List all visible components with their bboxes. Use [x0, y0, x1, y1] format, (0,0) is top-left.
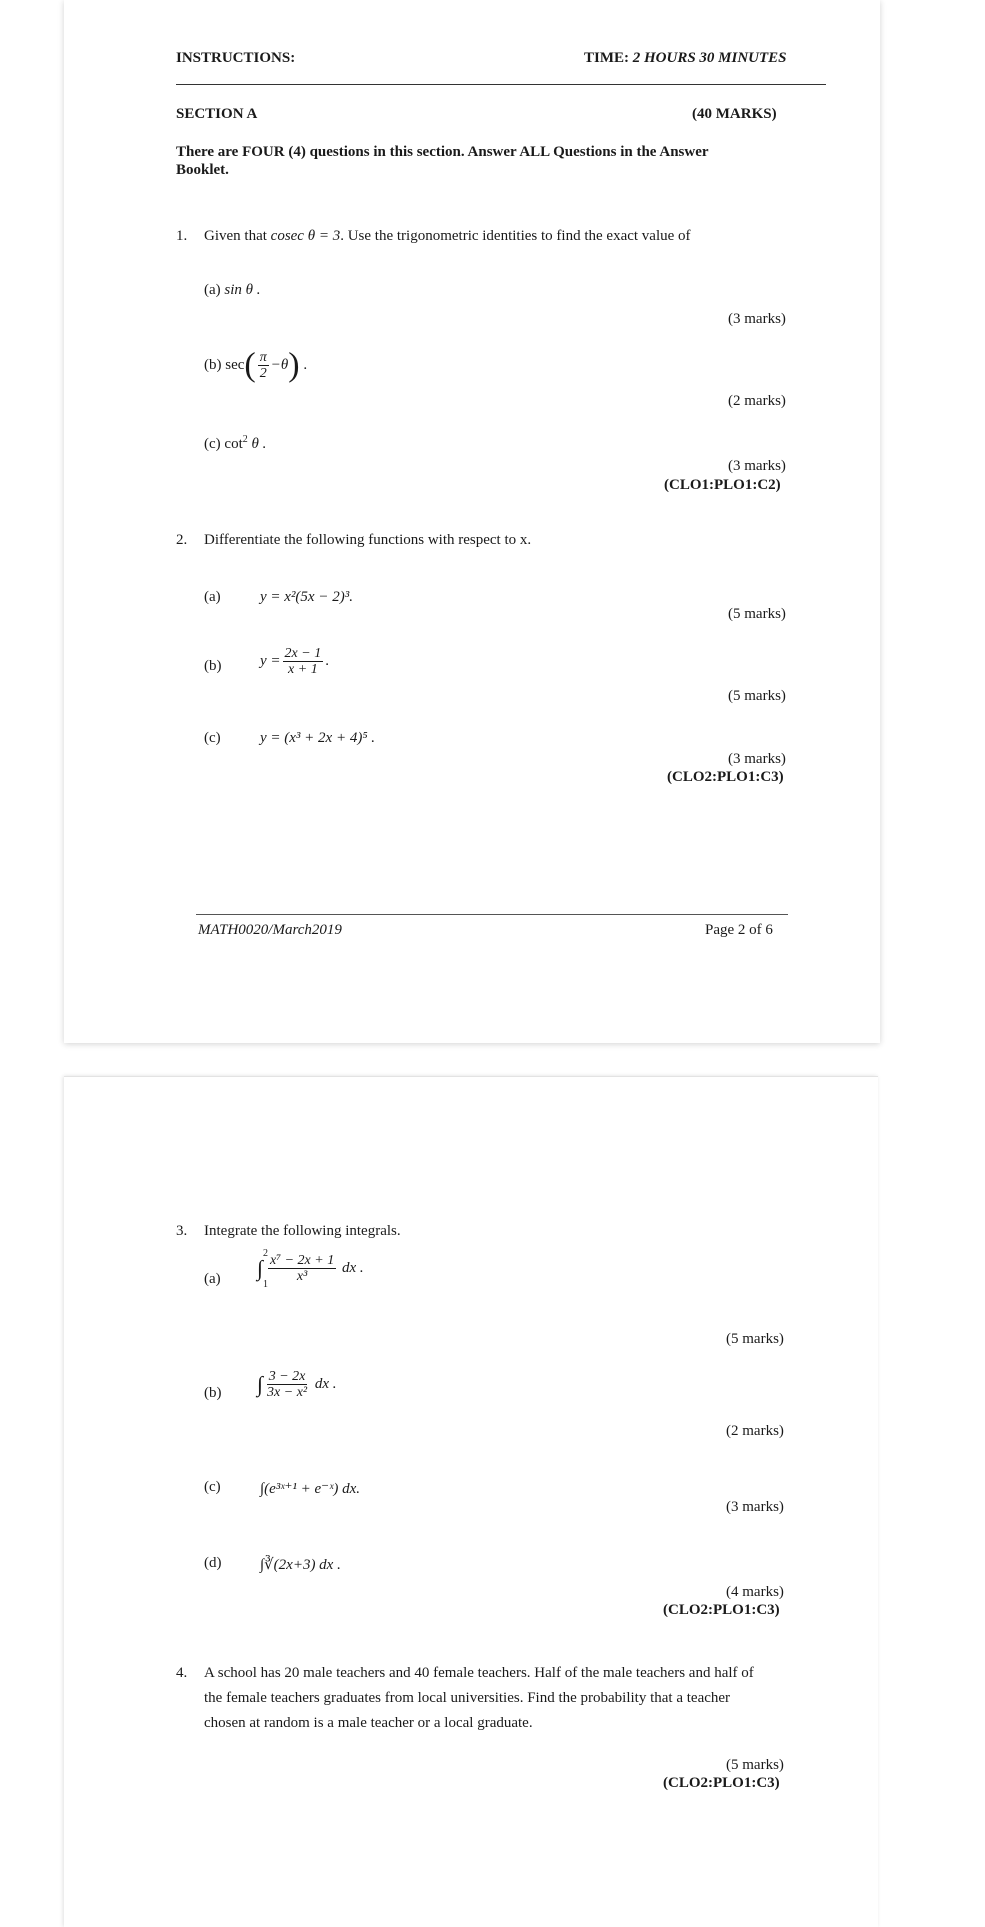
- q1b-den: 2: [259, 366, 267, 381]
- exam-page-2: [64, 0, 880, 1043]
- q3b-label: (b): [204, 1385, 222, 1401]
- q2b-expr: y = $\frac{2x - 1}{x + 1}$ .: [260, 646, 329, 677]
- q1b-func: sec: [225, 356, 245, 373]
- header-divider: [176, 84, 826, 85]
- q2b-label: (b): [204, 658, 222, 674]
- section-title: SECTION A: [176, 106, 258, 122]
- q2b-marks: (5 marks): [728, 688, 786, 704]
- q3d-expr: ∫∛(2x+3) dx .: [260, 1557, 341, 1573]
- q1b: (b) sec( $\frac{\pi}{2}$ −θ) .: [204, 346, 308, 384]
- q4-line2: the female teachers graduates from local universities. Find the probability that a teacher: [204, 1690, 731, 1706]
- q1-stem: [204, 228, 691, 245]
- q1b-label: (b): [204, 356, 222, 373]
- q3b-den: 3x − x²: [267, 1385, 308, 1400]
- time-value: 2 HOURS 30 MINUTES: [632, 50, 787, 66]
- footer-page-number: Page 2 of 6: [705, 922, 773, 938]
- q1a: [204, 282, 261, 299]
- section-marks: (40 MARKS): [692, 106, 777, 122]
- q1c: [204, 434, 266, 453]
- q3a-upper-limit: 2: [263, 1247, 269, 1259]
- q4-line3: chosen at random is a male teacher or a local graduate.: [204, 1715, 533, 1731]
- q1b-tail: −θ: [270, 356, 289, 373]
- q3a-lower-limit: 1: [263, 1278, 269, 1290]
- q1-stem-post: . Use the trigonometric identities to find the exact value of: [340, 228, 691, 244]
- q1-clo: (CLO1:PLO1:C2): [664, 477, 781, 493]
- q4-marks: (5 marks): [726, 1757, 784, 1773]
- time-info: [584, 50, 787, 67]
- q3-clo: (CLO2:PLO1:C3): [663, 1602, 780, 1618]
- q2c-label: (c): [204, 730, 221, 746]
- q3c-expr: ∫(e³ˣ⁺¹ + e⁻ˣ) dx.: [260, 1481, 360, 1497]
- q1c-sup: 2: [242, 434, 248, 445]
- q1a-label: (a): [204, 282, 221, 298]
- q2c-expr: y = (x³ + 2x + 4)⁵ .: [260, 730, 376, 746]
- q2-number: 2.: [176, 532, 188, 548]
- q2b-den: x + 1: [288, 662, 318, 677]
- q1c-tail: θ .: [251, 436, 267, 452]
- q2a-expr: y = x²(5x − 2)³.: [260, 589, 353, 605]
- q2b-fraction: [283, 646, 324, 677]
- q3b-integral-sign: ∫: [257, 1371, 264, 1397]
- q3b-marks: (2 marks): [726, 1423, 784, 1439]
- q3a-expr: [257, 1247, 364, 1290]
- q3a-integral-sign: ∫: [257, 1255, 264, 1281]
- q1b-open-paren: (: [244, 346, 256, 384]
- q3c-label: (c): [204, 1479, 221, 1495]
- q3a-marks: (5 marks): [726, 1331, 784, 1347]
- q1c-marks: (3 marks): [728, 458, 786, 474]
- q3d-label: (d): [204, 1555, 222, 1571]
- q3a-dx: dx .: [341, 1259, 364, 1276]
- q1-stem-pre: Given that: [204, 228, 267, 244]
- q1a-marks: (3 marks): [728, 311, 786, 327]
- q3b-expr: [257, 1369, 337, 1400]
- footer-divider: [196, 914, 788, 915]
- q2b-num: 2x − 1: [284, 646, 322, 661]
- q3a-limits: [263, 1247, 269, 1290]
- q1b-marks: (2 marks): [728, 393, 786, 409]
- q1b-num: π: [259, 350, 267, 365]
- q3a-label: (a): [204, 1271, 221, 1287]
- q4-clo: (CLO2:PLO1:C3): [663, 1775, 780, 1791]
- exam-page-3: [64, 1076, 878, 1927]
- q2-stem: Differentiate the following functions with respect to x.: [204, 532, 532, 548]
- q3b-dx: dx .: [314, 1375, 337, 1392]
- q3c-marks: (3 marks): [726, 1499, 784, 1515]
- q1-given: cosec θ = 3: [270, 228, 341, 244]
- q3d-marks: (4 marks): [726, 1584, 784, 1600]
- q2a-marks: (5 marks): [728, 606, 786, 622]
- q1c-expr: cot: [224, 436, 243, 452]
- q1c-label: (c): [204, 436, 221, 452]
- q4-number: 4.: [176, 1665, 188, 1681]
- q1b-fraction: [258, 350, 269, 381]
- footer-course-code: MATH0020/March2019: [198, 922, 342, 938]
- q1-number: 1.: [176, 228, 188, 244]
- q3b-fraction: [265, 1369, 309, 1400]
- q3-number: 3.: [176, 1223, 188, 1239]
- q2-clo: (CLO2:PLO1:C3): [667, 769, 784, 785]
- instructions-label: INSTRUCTIONS:: [176, 50, 296, 66]
- q2a-label: (a): [204, 589, 221, 605]
- q4-line1: A school has 20 male teachers and 40 female teachers. Half of the male teachers and half of: [204, 1665, 754, 1681]
- time-label: TIME:: [584, 50, 629, 66]
- q2b-lhs: y =: [260, 652, 281, 669]
- section-note-line2: Booklet.: [176, 162, 229, 178]
- section-note-line1: There are FOUR (4) questions in this section. Answer ALL Questions in the Answer: [176, 144, 709, 160]
- q3-stem: Integrate the following integrals.: [204, 1223, 401, 1239]
- q1b-close-paren: ): [288, 346, 300, 384]
- q3b-num: 3 − 2x: [268, 1369, 306, 1384]
- q2c-marks: (3 marks): [728, 751, 786, 767]
- q3a-den: x³: [296, 1269, 308, 1284]
- q1a-expr: sin θ .: [224, 282, 261, 298]
- q3a-fraction: [268, 1253, 336, 1284]
- q3a-num: x⁷ − 2x + 1: [270, 1253, 335, 1268]
